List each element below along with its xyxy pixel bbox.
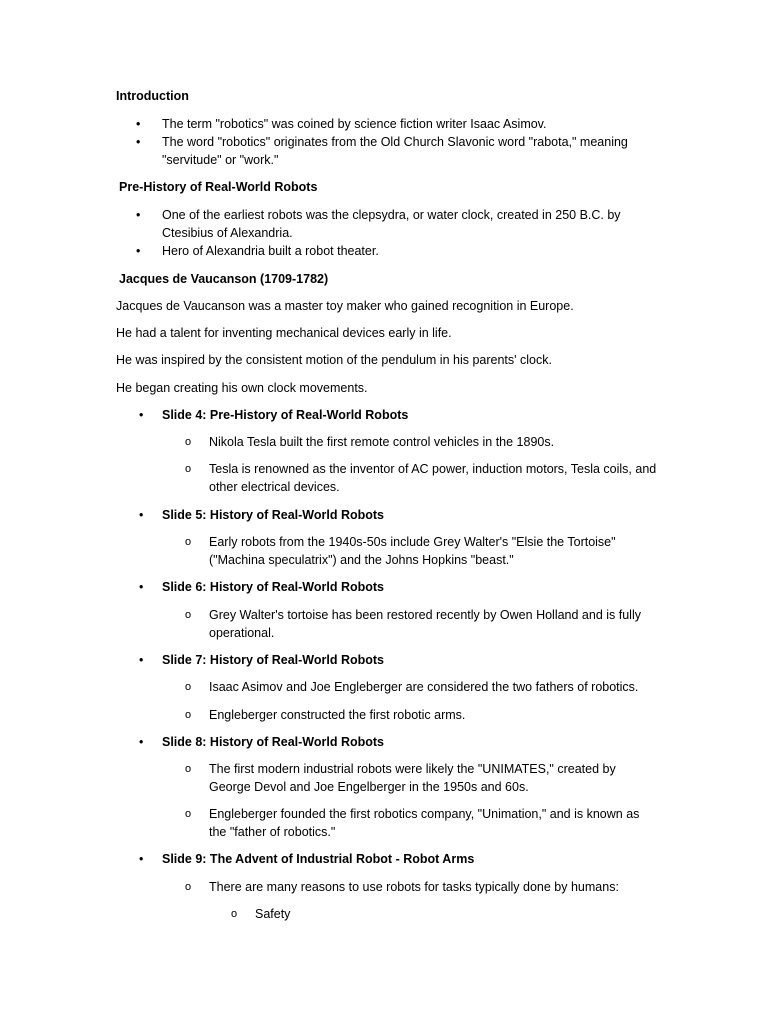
bullet-disc: • <box>136 135 141 149</box>
slide-item: Early robots from the 1940s-50s include Grey Walter's "Elsie the Tortoise" ("Machina speculatrix") and the Johns Hopkins "beast." <box>209 535 616 567</box>
vaucanson-paragraph-1: Jacques de Vaucanson was a master toy maker who gained recognition in Europe. <box>116 299 574 313</box>
bullet-disc: • <box>136 117 141 131</box>
slide-item: Isaac Asimov and Joe Engleberger are considered the two fathers of robotics. <box>209 680 639 694</box>
slide-item: Engleberger constructed the first robotic arms. <box>209 708 466 722</box>
bullet-disc: • <box>139 508 144 522</box>
slide-item: There are many reasons to use robots for tasks typically done by humans: <box>209 880 619 894</box>
intro-bullet-1: The term "robotics" was coined by science fiction writer Isaac Asimov. <box>162 117 547 131</box>
introduction-heading: Introduction <box>116 89 189 103</box>
slide-item: The first modern industrial robots were likely the "UNIMATES," created by George Devol and Joe Engelberger in the 1950s and 60s. <box>209 762 616 794</box>
prehistory-bullet-1: One of the earliest robots was the clepsydra, or water clock, created in 250 B.C. by Ctesibius of Alexandria. <box>162 208 621 240</box>
slide-title: Slide 5: History of Real-World Robots <box>162 508 385 522</box>
slide-item: Nikola Tesla built the first remote control vehicles in the 1890s. <box>209 435 555 449</box>
bullet-circle: o <box>185 536 192 548</box>
bullet-disc: • <box>139 653 144 667</box>
bullet-circle: o <box>185 681 192 693</box>
vaucanson-paragraph-2: He had a talent for inventing mechanical devices early in life. <box>116 326 452 340</box>
slide-title: Slide 9: The Advent of Industrial Robot - Robot Arms <box>162 852 475 866</box>
slide-title: Slide 8: History of Real-World Robots <box>162 735 385 749</box>
slide-title: Slide 4: Pre-History of Real-World Robots <box>162 408 409 422</box>
prehistory-heading: Pre-History of Real-World Robots <box>119 180 318 194</box>
bullet-circle: o <box>185 609 192 621</box>
intro-bullet-2: The word "robotics" originates from the Old Church Slavonic word "rabota," meaning "servitude" or "work." <box>162 135 628 167</box>
bullet-disc: • <box>139 580 144 594</box>
slide-item: Tesla is renowned as the inventor of AC power, induction motors, Tesla coils, and other electrical devices. <box>209 462 657 494</box>
slide-item: Grey Walter's tortoise has been restored recently by Owen Holland and is fully operational. <box>209 608 641 640</box>
bullet-circle: o <box>185 436 192 448</box>
bullet-disc: • <box>139 408 144 422</box>
bullet-disc: • <box>136 208 141 222</box>
slide-title: Slide 6: History of Real-World Robots <box>162 580 385 594</box>
bullet-circle: o <box>185 808 192 820</box>
bullet-circle: o <box>231 908 238 920</box>
bullet-circle: o <box>185 881 192 893</box>
vaucanson-heading: Jacques de Vaucanson (1709-1782) <box>119 272 329 286</box>
bullet-disc: • <box>136 244 141 258</box>
vaucanson-paragraph-4: He began creating his own clock movements. <box>116 381 368 395</box>
bullet-circle: o <box>185 709 192 721</box>
prehistory-bullet-2: Hero of Alexandria built a robot theater. <box>162 244 379 258</box>
vaucanson-paragraph-3: He was inspired by the consistent motion of the pendulum in his parents' clock. <box>116 353 552 367</box>
bullet-disc: • <box>139 852 144 866</box>
slide-subitem: Safety <box>255 907 291 921</box>
slide-title: Slide 7: History of Real-World Robots <box>162 653 385 667</box>
bullet-circle: o <box>185 463 192 475</box>
bullet-disc: • <box>139 735 144 749</box>
slide-item: Engleberger founded the first robotics company, "Unimation," and is known as the "father of robotics." <box>209 807 640 839</box>
bullet-circle: o <box>185 763 192 775</box>
